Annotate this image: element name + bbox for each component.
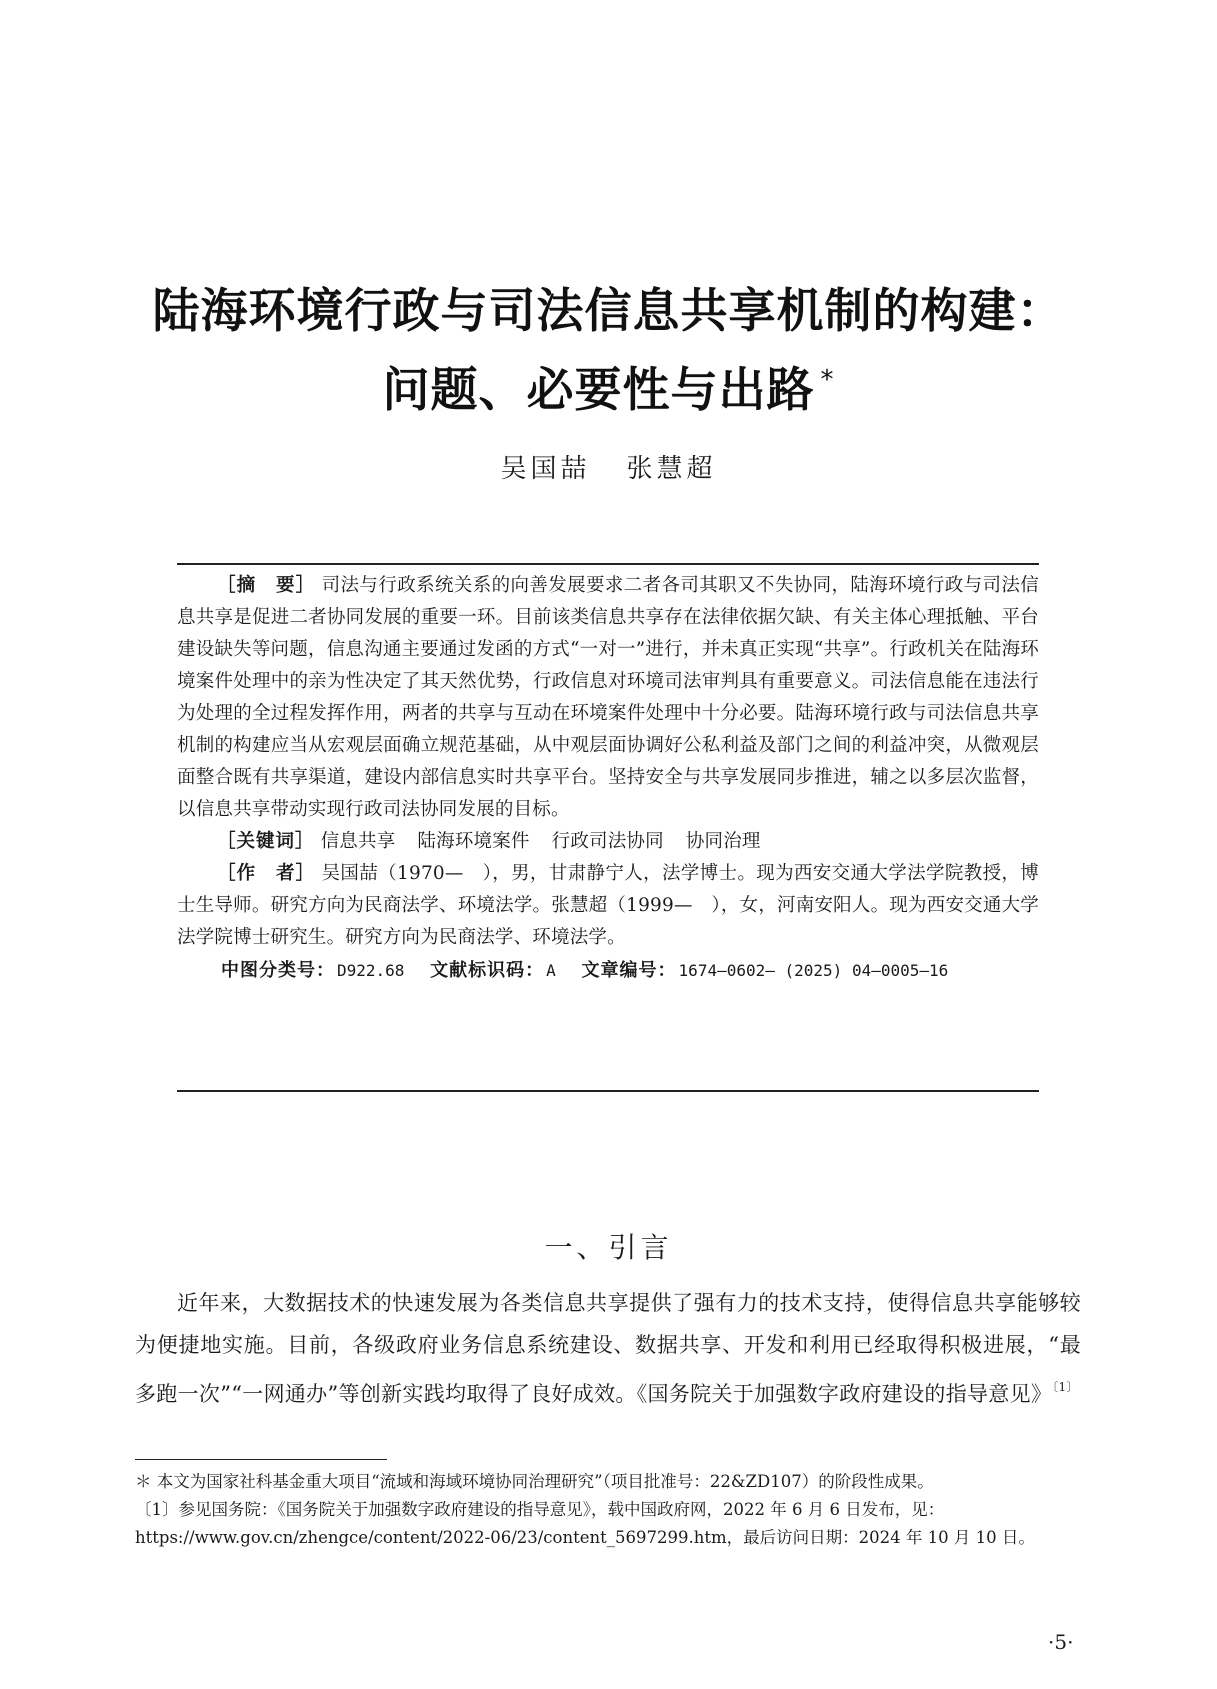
author-1: 吴国喆 — [500, 454, 591, 484]
author-info-label: ［作 者］ — [217, 863, 316, 884]
abstract-label: ［摘 要］ — [217, 575, 316, 596]
keywords — [177, 826, 1039, 858]
keyword: 协同治理 — [685, 831, 761, 852]
footnote-funding: ＊ 本文为国家社科基金重大项目“流域和海域环境协同治理研究”（项目批准号：22&ZD107）的阶段性成果。 — [135, 1472, 934, 1491]
footnote-ref-1: 〔1〕 — [1052, 1380, 1079, 1394]
section-heading: 一、引言 — [544, 1231, 673, 1264]
keywords-label: ［关键词］ — [217, 831, 315, 852]
page-number: ·5· — [1048, 1630, 1074, 1654]
title-line-1: 陆海环境行政与司法信息共享机制的构建： — [152, 284, 1065, 339]
article-id-value: 1674—0602— (2025) 04—0005—16 — [678, 961, 949, 980]
footnote-1: 〔1〕参见国务院：《国务院关于加强数字政府建设的指导意见》，载中国政府网，2022 年 6 月 6 日发布，见：https://www.gov.cn/zhengce/content/2022-06/23/content_5697299.htm，最后访问日期：2024 年 10 月 10 日。 — [135, 1500, 1035, 1547]
title-footnote-mark: * — [820, 365, 835, 395]
title-line-2 — [0, 346, 1217, 425]
author-info-text: 吴国喆（1970— ），男，甘肃静宁人，法学博士。现为西安交通大学法学院教授，博士生导师。研究方向为民商法学、环境法学。张慧超（1999— ），女，河南安阳人。现为西安交通大学法学院博士研究生。研究方向为民商法学、环境法学。 — [177, 863, 1039, 948]
body-paragraph — [135, 1282, 1081, 1415]
classification-line — [177, 954, 1039, 988]
author-names — [0, 448, 1217, 485]
article-title — [0, 278, 1217, 425]
doc-code-label: 文献标识码： — [430, 960, 545, 981]
keyword: 信息共享 — [320, 831, 396, 852]
article-id-label: 文章编号： — [581, 960, 677, 981]
keyword: 行政司法协同 — [551, 831, 664, 852]
title-line-2-text: 问题、必要性与出路 — [382, 363, 815, 418]
author-2: 张慧超 — [626, 454, 717, 484]
author-info — [177, 858, 1039, 954]
abstract-text: 司法与行政系统关系的向善发展要求二者各司其职又不失协同，陆海环境行政与司法信息共享是促进二者协同发展的重要一环。目前该类信息共享存在法律依据欠缺、有关主体心理抵触、平台建设缺失等问题，信息沟通主要通过发函的方式“一对一”进行，并未真正实现“共享”。行政机关在陆海环境案件处理中的亲为性决定了其天然优势，行政信息对环境司法审判具有重要意义。司法信息能在违法行为处理的全过程发挥作用，两者的共享与互动在环境案件处理中十分必要。陆海环境行政与司法信息共享机制的构建应当从宏观层面确立规范基础，从中观层面协调好公私利益及部门之间的利益冲突，从微观层面整合既有共享渠道，建设内部信息实时共享平台。坚持安全与共享发展同步推进，辅之以多层次监督，以信息共享带动实现行政司法协同发展的目标。 — [177, 575, 1039, 820]
footnote-divider — [135, 1459, 387, 1460]
keyword: 陆海环境案件 — [417, 831, 530, 852]
body-paragraph-text: 近年来，大数据技术的快速发展为各类信息共享提供了强有力的技术支持，使得信息共享能够较为便捷地实施。目前，各级政府业务信息系统建设、数据共享、开发和利用已经取得积极进展，“最多跑一次”“一网通办”等创新实践均取得了良好成效。《国务院关于加强数字政府建设的指导意见》 — [135, 1291, 1081, 1406]
doc-code-value: A — [546, 961, 556, 980]
clc-label: 中图分类号： — [221, 960, 335, 981]
abstract — [177, 570, 1039, 826]
abstract-box — [177, 563, 1039, 1092]
clc-value: D922.68 — [337, 961, 405, 980]
